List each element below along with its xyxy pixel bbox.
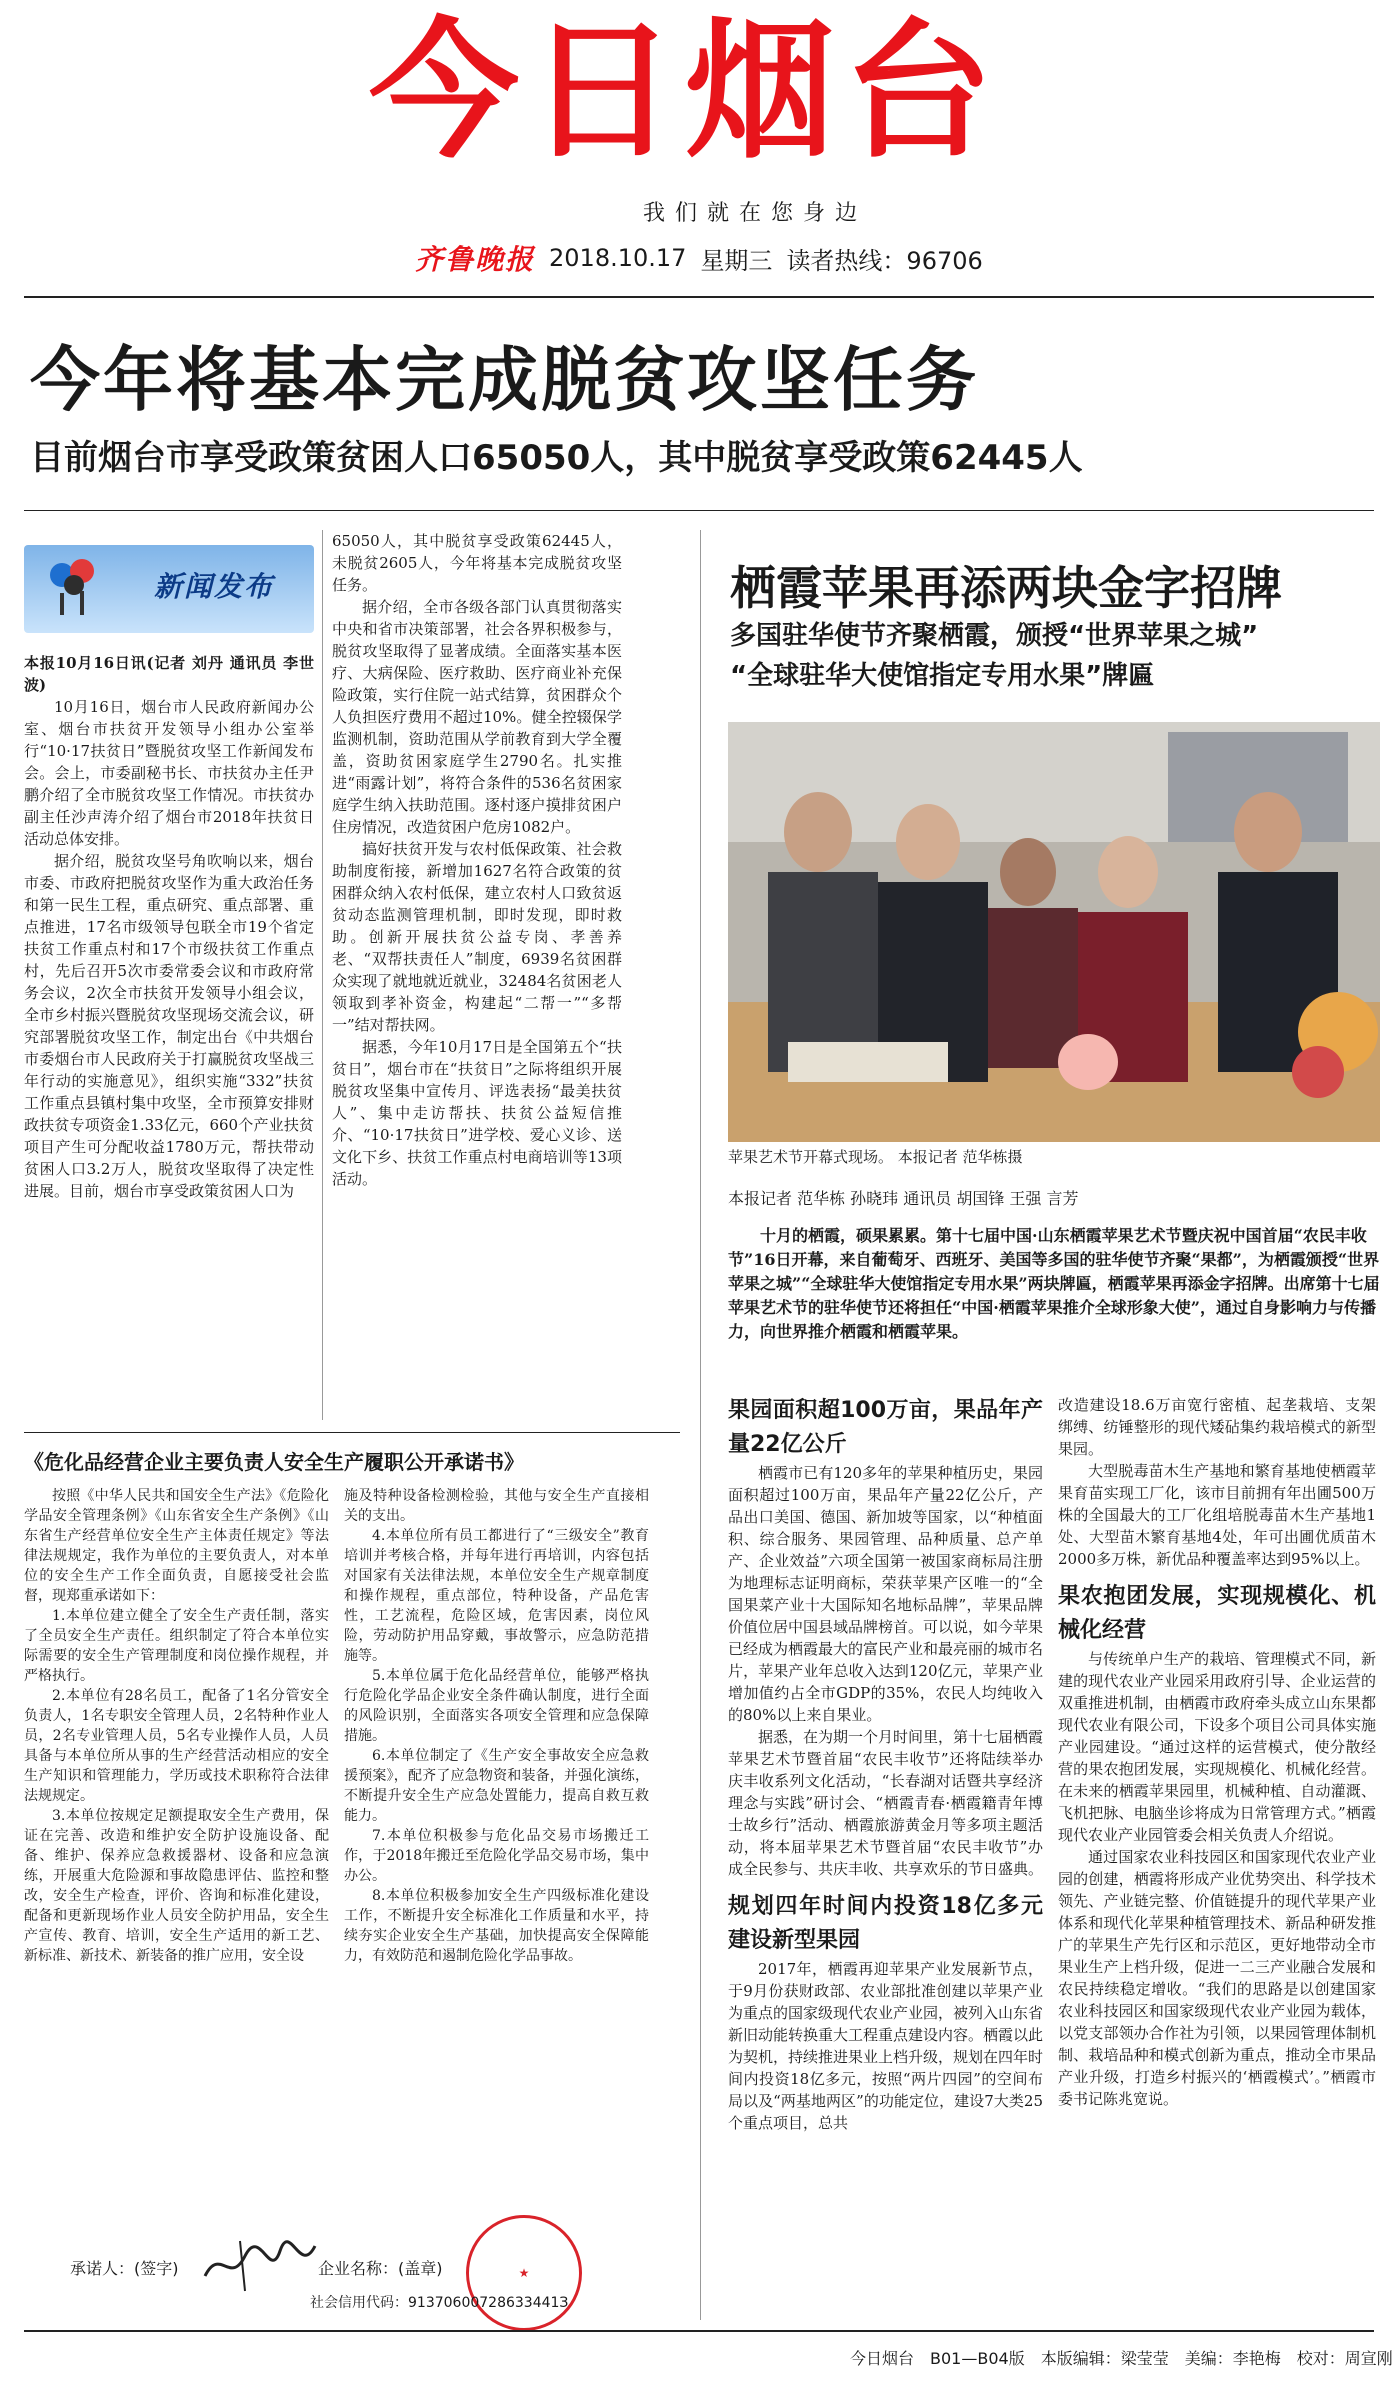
microphone-icon (46, 555, 102, 615)
paragraph: 4.本单位所有员工都进行了“三级安全”教育培训并考核合格，并每年进行再培训，内容包括对国家有关法律法规，本单位安全生产规章制度和操作规程，重点部位，特种设备，产品危害性，工艺流程，危险区域，危害因素，岗位风险，劳动防护用品穿戴，事故警示，应急防范措施等。 (344, 1528, 649, 1664)
paragraph: 施及特种设备检测检验，其他与安全生产直接相关的支出。 (344, 1488, 649, 1524)
paragraph: 大型脱毒苗木生产基地和繁育基地使栖霞苹果育苗实现工厂化，该市目前拥有年出圃500万株的全国最大的工厂化组培脱毒苗木生产基地1处、大型苗木繁育基地4处，年可出圃优质苗木2000多万株，新优品种覆盖率达到95%以上。 (1058, 1462, 1376, 1568)
section-divider (700, 530, 701, 2320)
subtitle-line-2: “全球驻华大使馆指定专用水果”牌匾 (730, 661, 1155, 691)
apple-story-title: 栖霞苹果再添两块金字招牌 (730, 561, 1282, 615)
main-story-col1 (24, 652, 314, 1202)
paragraph: 1.本单位建立健全了安全生产责任制，落实了全员安全生产责任。组织制定了符合本单位实际需要的安全生产管理制度和岗位操作规程，并严格执行。 (24, 1608, 329, 1684)
notice-col2 (344, 1486, 649, 1966)
signatory-label: 承诺人：(签字) (70, 2259, 179, 2278)
paragraph: 6.本单位制定了《生产安全事故安全应急救援预案》，配齐了应急物资和装备，并强化演练，不断提升安全生产应急处置能力，提高自救互救能力。 (344, 1748, 649, 1824)
main-story-byline: 本报10月16日讯(记者 刘丹 通讯员 李世波) (24, 654, 314, 694)
masthead-rule (24, 296, 1374, 298)
notice-col1 (24, 1486, 329, 1966)
handwritten-signature (200, 2236, 320, 2296)
headline-rule (24, 510, 1374, 511)
main-story-col2 (332, 530, 622, 1190)
news-release-badge (24, 545, 314, 633)
paragraph: 8.本单位积极参加安全生产四级标准化建设工作，不断提升安全标准化工作质量和水平，持续夯实企业安全生产基础，加快提高安全保障能力，有效防范和遏制危险化学品事故。 (344, 1888, 649, 1964)
apple-story-byline: 本报记者 范华栋 孙晓玮 通讯员 胡国锋 王强 言芳 (728, 1189, 1079, 1208)
footer-rule (24, 2330, 1374, 2332)
dateline (415, 238, 1105, 278)
event-photo (728, 722, 1380, 1142)
section-heading: 果园面积超100万亩，果品年产量22亿公斤 (728, 1398, 1043, 1457)
section-heading: 果农抱团发展，实现规模化、机械化经营 (1058, 1584, 1376, 1643)
notice-title: 《危化品经营企业主要负责人安全生产履职公开承诺书》 (24, 1450, 524, 1474)
paragraph: 栖霞市已有120多年的苹果种植历史，果园面积超过100万亩，果品年产量22亿公斤，产品出口美国、德国、新加坡等国家，以“种植面积、综合服务、果园管理、品种质量、总产单产、企业效益”六项全国第一被国家商标局注册为地理标志证明商标，荣获苹果产区唯一的“全国果菜产业十大国际知名地标品牌”，苹果品牌价值位居中国县域品牌榜首。可以说，如今苹果已经成为栖霞最大的富民产业和最亮丽的城市名片，苹果产业年总收入达到120亿元，苹果产业增加值约占全市GDP的35%，农民人均纯收入的80%以上来自果业。 (728, 1464, 1044, 1724)
paragraph: 7.本单位积极参与危化品交易市场搬迁工作，于2018年搬迁至危险化学品交易市场，集中办公。 (344, 1828, 649, 1884)
paragraph: 通过国家农业科技园区和国家现代农业产业园的创建，栖霞将形成产业优势突出、科学技术领先、产业链完整、价值链提升的现代苹果产业体系和现代化苹果种植管理技术、新品种研发推广的苹果生产先行区和示范区，更好地带动全市果业生产上档升级，促进一二三产业融合发展和农民持续稳定增收。“我们的思路是以创建国家农业科技园区和国家级现代农业产业园为载体，以党支部领办合作社为引领，以果园管理体制机制、栽培品种和模式创新为重点，推动全市果品产业升级，打造乡村振兴的‘栖霞模式’。”栖霞市委书记陈兆宽说。 (1058, 1848, 1376, 2108)
issue-weekday: 星期三 (700, 246, 773, 275)
section-heading: 规划四年时间内投资18亿多元建设新型果园 (728, 1894, 1043, 1953)
footer-editor: 本版编辑：梁莹莹 (1040, 2349, 1169, 2368)
paragraph: 搞好扶贫开发与农村低保政策、社会救助制度衔接，新增加1627名符合政策的贫困群众纳入农村低保，建立农村人口致贫返贫动态监测管理机制，即时发现，即时救助。创新开展扶贫公益专岗、孝善养老、“双帮扶责任人”制度，6939名贫困群众实现了就地就近就业，32484名贫困老人领取到孝补资金，构建起“二帮一”“多帮一”结对帮扶网。 (332, 840, 622, 1034)
column-divider (322, 530, 323, 1420)
paragraph: 据介绍，脱贫攻坚号角吹响以来，烟台市委、市政府把脱贫攻坚作为重大政治任务和第一民生工程，重点研究、重点部署、重点推进，17名市级领导包联全市19个省定扶贫工作重点村和17个市级扶贫工作重点村，先后召开5次市委常委会议和市政府常务会议，2次全市扶贫开发领导小组会议，全市乡村振兴暨脱贫攻坚现场交流会议，研究部署脱贫攻坚工作，制定出台《中共烟台市委烟台市人民政府关于打赢脱贫攻坚战三年行动的实施意见》，组织实施“332”扶贫工作重点县镇村集中攻坚，全市预算安排财政扶贫专项资金1.33亿元，660个产业扶贫项目产生可分配收益1780万元，帮扶带动贫困人口3.2万人，脱贫攻坚取得了决定性进展。目前，烟台市享受政策贫困人口为 (24, 852, 314, 1200)
paragraph: 5.本单位属于危化品经营单位，能够严格执行危险化学品企业安全条件确认制度，进行全面的风险识别，全面落实各项安全管理和应急保障措施。 (344, 1668, 649, 1744)
credit-code: 社会信用代码：91370600728633441З (310, 2295, 569, 2311)
page-subhead: 目前烟台市享受政策贫困人口65050人，其中脱贫享受政策62445人 (30, 438, 1083, 478)
news-release-label: 新闻发布 (154, 570, 275, 603)
paragraph: 3.本单位按规定足额提取安全生产费用，保证在完善、改造和维护安全防护设施设备、配备、维护、保养应急救援器材、设备和应急演练，开展重大危险源和事故隐患评估、监控和整改，安全生产检查，评价、咨询和标准化建设，配备和更新现场作业人员安全防护用品，安全生产宣传、教育、培训，安全生产适用的新工艺、新标准、新技术、新装备的推广应用，安全设 (24, 1808, 329, 1964)
notice-rule (24, 1432, 680, 1433)
paragraph: 据介绍，全市各级各部门认真贯彻落实中央和省市决策部署，社会各界积极参与，脱贫攻坚取得了显著成绩。全面落实基本医疗、大病保险、医疗救助、医疗商业补充保险政策，实行住院一站式结算，贫困群众个人负担医疗费用不超过10%。健全控辍保学监测机制，资助范围从学前教育到大学全覆盖，资助贫困家庭学生2790名。扎实推进“雨露计划”，将符合条件的536名贫困家庭学生纳入扶助范围。逐村逐户摸排贫困户住房情况，改造贫困户危房1082户。 (332, 598, 622, 836)
issue-date: 2018.10.17 (549, 244, 687, 272)
reader-hotline: 读者热线：96706 (786, 246, 983, 275)
footer-proofreader: 校对：周宣刚 (1296, 2349, 1393, 2368)
paragraph: 据悉，今年10月17日是全国第五个“扶贫日”，烟台市在“扶贫日”之际将组织开展脱贫攻坚集中宣传月、评选表扬“最美扶贫人”、集中走访帮扶、扶贫公益短信推介、“10·17扶贫日”进学校、爱心义诊、送文化下乡、扶贫工作重点村电商培训等13项活动。 (332, 1038, 622, 1188)
event-photo-illustration (728, 722, 1380, 1142)
apple-story-subtitle (730, 616, 1380, 696)
company-seal: ★ (466, 2215, 582, 2331)
paragraph: 按照《中华人民共和国安全生产法》《危险化学品安全管理条例》《山东省安全生产条例》《山东省生产经营单位安全生产主体责任规定》等法律法规规定，我作为单位的主要负责人，对本单位的安全生产工作全面负责，自愿接受社会监督，现郑重承诺如下： (24, 1488, 329, 1604)
masthead-brand: 今日烟台 (368, 5, 1001, 179)
apple-story-col3 (728, 1394, 1043, 2134)
paragraph: 据悉，在为期一个月时间里，第十七届栖霞苹果艺术节暨首届“农民丰收节”还将陆续举办庆丰收系列文化活动，“长春湖对话暨共享经济理念与实践”研讨会、“栖霞青春·栖霞籍青年博士故乡行”活动、栖霞旅游黄金月等多项主题活动，将本届苹果艺术节暨首届“农民丰收节”办成全民参与、共庆丰收、共享欢乐的节日盛典。 (728, 1728, 1044, 1878)
subtitle-line-1: 多国驻华使节齐聚栖霞，颁授“世界苹果之城” (730, 621, 1259, 651)
apple-story-lead (728, 1224, 1380, 1344)
paper-logo: 齐鲁晚报 (415, 243, 536, 276)
footer-designer: 美编：李艳梅 (1184, 2349, 1281, 2368)
paragraph: 与传统单户生产的栽培、管理模式不同，新建的现代农业产业园采用政府引导、企业运营的双重推进机制，由栖霞市政府牵头成立山东果都现代农业有限公司，下设多个项目公司具体实施产业园建设。“通过这样的运营模式，使分散经营的果农抱团发展，实现规模化、机械化经营。在未来的栖霞苹果园里，机械种植、自动灌溉、飞机把脉、电脑坐诊将成为日常管理方式。”栖霞现代农业产业园管委会相关负责人介绍说。 (1058, 1650, 1376, 1844)
paragraph: 10月16日，烟台市人民政府新闻办公室、烟台市扶贫开发领导小组办公室举行“10·17扶贫日”暨脱贫攻坚工作新闻发布会。会上，市委副秘书长、市扶贫办主任尹鹏介绍了全市脱贫攻坚工作情况。市扶贫办副主任沙声涛介绍了烟台市2018年扶贫日活动总体安排。 (24, 698, 314, 848)
paragraph: 65050人，其中脱贫享受政策62445人，未脱贫2605人，今年将基本完成脱贫攻坚任务。 (332, 532, 622, 594)
page-headline: 今年将基本完成脱贫攻坚任务 (30, 339, 979, 421)
footer (0, 2340, 1395, 2380)
lead-paragraph: 十月的栖霞，硕果累累。第十七届中国·山东栖霞苹果艺术节暨庆祝中国首届“农民丰收节”16日开幕，来自葡萄牙、西班牙、美国等多国的驻华使节齐聚“果都”，为栖霞颁授“世界苹果之城”“全球驻华大使馆指定专用水果”两块牌匾，栖霞苹果再添金字招牌。出席第十七届苹果艺术节的驻华使节还将担任“中国·栖霞苹果推介全球形象大使”，通过自身影响力与传播力，向世界推介栖霞和栖霞苹果。 (728, 1226, 1380, 1341)
photo-caption: 苹果艺术节开幕式现场。 本报记者 范华栋摄 (728, 1148, 1023, 1166)
paragraph: 2017年，栖霞再迎苹果产业发展新节点，于9月份获财政部、农业部批准创建以苹果产业为重点的国家级现代农业产业园，被列入山东省新旧动能转换重大工程重点建设内容。栖霞以此为契机，持续推进果业上档升级，规划在四年时间内投资18亿多元，按照“两片四园”的空间布局以及“两基地两区”的功能定位，建设7大类25个重点项目，总共 (728, 1960, 1044, 2132)
company-label: 企业名称：(盖章) (318, 2259, 443, 2278)
apple-story-col4 (1058, 1394, 1376, 2110)
paragraph: 2.本单位有28名员工，配备了1名分管安全负责人，1名专职安全管理人员，2名特种作业人员，2名专业管理人员，5名专业操作人员，人员具备与本单位所从事的生产经营活动相应的安全生产知识和管理能力，学历或技术职称符合法律法规规定。 (24, 1688, 329, 1804)
masthead-slogan: 我们就在您身边 (642, 201, 867, 226)
footer-pages: B01—B04版 (930, 2349, 1025, 2368)
paragraph: 改造建设18.6万亩宽行密植、起垄栽培、支架绑缚、纺锤整形的现代矮砧集约栽培模式的新型果园。 (1058, 1396, 1376, 1458)
footer-section: 今日烟台 (850, 2349, 915, 2368)
